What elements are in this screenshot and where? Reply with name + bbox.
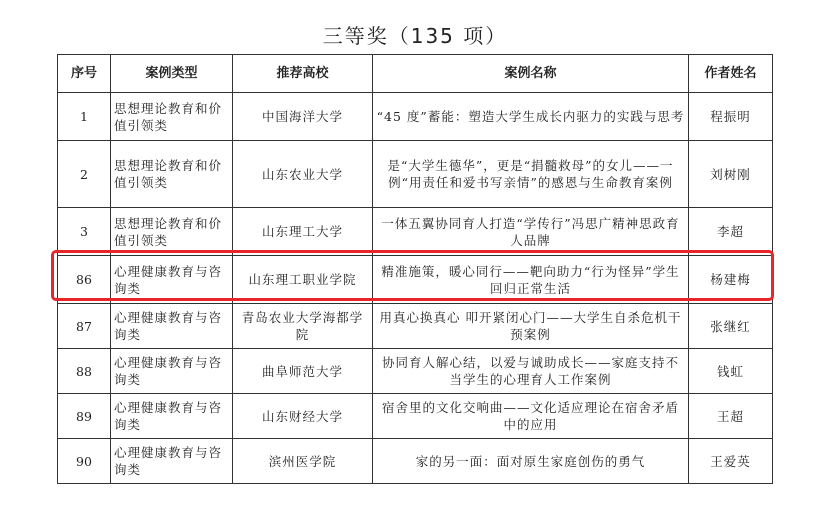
cell-index: 2 — [58, 141, 111, 208]
table-row — [58, 208, 773, 256]
cell-author: 李超 — [689, 208, 773, 256]
cell-index: 89 — [58, 394, 111, 439]
cell-type: 心理健康教育与咨询类 — [111, 349, 233, 394]
cell-school: 山东理工大学 — [233, 208, 373, 256]
cell-case-name: 是“大学生德华”，更是“捐髓救母”的女儿——一例“用责任和爱书写亲情”的感恩与生命教育案例 — [373, 141, 689, 208]
cell-school: 青岛农业大学海都学院 — [233, 304, 373, 349]
table-row — [58, 304, 773, 349]
cell-case-name: 一体五翼协同育人打造“学传行”冯思广精神思政育人品牌 — [373, 208, 689, 256]
cell-author: 王爱英 — [689, 439, 773, 484]
table-row — [58, 349, 773, 394]
cell-author: 张继红 — [689, 304, 773, 349]
cell-type: 思想理论教育和价值引领类 — [111, 93, 233, 141]
cell-type: 思想理论教育和价值引领类 — [111, 141, 233, 208]
cell-school: 曲阜师范大学 — [233, 349, 373, 394]
cell-type: 心理健康教育与咨询类 — [111, 394, 233, 439]
cell-type: 思想理论教育和价值引领类 — [111, 208, 233, 256]
cell-index: 88 — [58, 349, 111, 394]
page-title: 三等奖（135 项） — [322, 24, 508, 48]
header-case-name: 案例名称 — [373, 55, 689, 93]
cell-school: 山东财经大学 — [233, 394, 373, 439]
cell-index: 87 — [58, 304, 111, 349]
cell-author: 钱虹 — [689, 349, 773, 394]
table-row — [58, 141, 773, 208]
header-type: 案例类型 — [111, 55, 233, 93]
cell-author: 程振明 — [689, 93, 773, 141]
cell-index: 1 — [58, 93, 111, 141]
cell-author: 杨建梅 — [689, 256, 773, 304]
cell-case-name: 宿舍里的文化交响曲——文化适应理论在宿舍矛盾中的应用 — [373, 394, 689, 439]
cell-case-name: 家的另一面：面对原生家庭创伤的勇气 — [373, 439, 689, 484]
table-row — [58, 394, 773, 439]
cell-school: 山东理工职业学院 — [233, 256, 373, 304]
cell-author: 刘树刚 — [689, 141, 773, 208]
cell-school: 中国海洋大学 — [233, 93, 373, 141]
cell-index: 3 — [58, 208, 111, 256]
cell-case-name: 精准施策，暖心同行——靶向助力“行为怪异”学生回归正常生活 — [373, 256, 689, 304]
cell-case-name: 协同育人解心结，以爱与诚助成长——家庭支持不当学生的心理育人工作案例 — [373, 349, 689, 394]
table-row — [58, 439, 773, 484]
cell-type: 心理健康教育与咨询类 — [111, 256, 233, 304]
header-author: 作者姓名 — [689, 55, 773, 93]
cell-index: 90 — [58, 439, 111, 484]
cell-case-name: “45 度”蓄能：塑造大学生成长内驱力的实践与思考 — [373, 93, 689, 141]
cell-author: 王超 — [689, 394, 773, 439]
table-header-row — [58, 55, 773, 93]
cell-case-name: 用真心换真心 叩开紧闭心门——大学生自杀危机干预案例 — [373, 304, 689, 349]
cell-type: 心理健康教育与咨询类 — [111, 439, 233, 484]
highlight-box — [51, 250, 774, 301]
header-index: 序号 — [58, 55, 111, 93]
table-row — [58, 93, 773, 141]
cell-school: 滨州医学院 — [233, 439, 373, 484]
cell-index: 86 — [58, 256, 111, 304]
cell-type: 心理健康教育与咨询类 — [111, 304, 233, 349]
header-school: 推荐高校 — [233, 55, 373, 93]
cell-school: 山东农业大学 — [233, 141, 373, 208]
